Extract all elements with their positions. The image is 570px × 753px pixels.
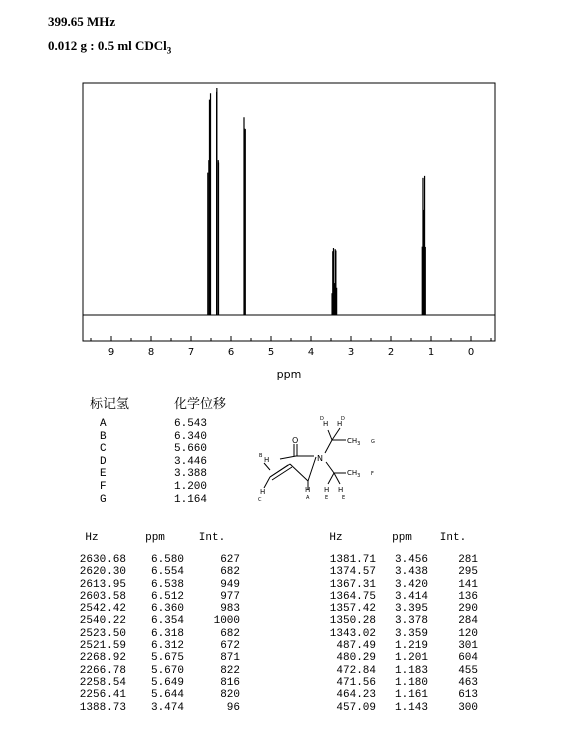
hz-cell: 1367.31 (329, 578, 376, 591)
peak-row (296, 615, 478, 627)
methyl-top (347, 437, 360, 447)
hz-cell: 2266.78 (79, 664, 126, 677)
ppm-cell: 6.312 (150, 640, 184, 653)
x-tick-label: 0 (467, 347, 475, 358)
peak-row (58, 702, 240, 714)
hz-cell: 2258.54 (79, 676, 126, 689)
assign-header-label: 标记氢 (90, 397, 130, 412)
ppm-cell: 6.318 (150, 627, 184, 640)
int-cell: 1000 (213, 615, 240, 628)
ppm-cell: 3.474 (150, 701, 184, 714)
ppm-cell: 5.644 (150, 689, 184, 702)
int-cell: 627 (220, 554, 240, 566)
peak-row (58, 615, 240, 627)
label-c: C (258, 497, 262, 503)
peak-row (296, 665, 478, 677)
x-tick-label: 9 (107, 347, 115, 358)
header-int: Int. (439, 532, 467, 544)
hz-cell: 487.49 (336, 640, 376, 653)
label-e1: E (325, 495, 329, 501)
hydrogen-label: D (100, 455, 107, 468)
peak-table-body-left (58, 554, 240, 714)
x-tick-label: 7 (187, 347, 195, 358)
assignment-row (100, 494, 207, 507)
int-cell: 613 (458, 689, 478, 702)
assignment-row (100, 481, 207, 494)
int-cell: 871 (220, 652, 240, 665)
int-cell: 290 (458, 603, 478, 616)
assignment-row (100, 468, 207, 481)
int-cell: 983 (220, 603, 240, 616)
hz-cell: 471.56 (336, 676, 376, 689)
hydrogen-shift: 3.388 (174, 468, 208, 481)
molecule-bonds (264, 428, 346, 490)
ppm-cell: 1.201 (394, 652, 428, 665)
peak-row (58, 652, 240, 664)
assignment-row (100, 443, 207, 456)
x-tick-label: 3 (347, 347, 355, 358)
x-tick-label: 4 (307, 347, 315, 358)
hz-cell: 2603.58 (79, 590, 126, 603)
peak-row (296, 689, 478, 701)
ppm-cell: 5.670 (150, 664, 184, 677)
label-b: B (259, 453, 263, 459)
assignment-row (100, 418, 207, 431)
peak-row (58, 579, 240, 591)
hz-cell: 2540.22 (79, 615, 126, 628)
int-cell: 295 (458, 566, 478, 579)
hz-cell: 2630.68 (79, 554, 126, 566)
hz-cell: 1388.73 (79, 701, 126, 714)
ppm-cell: 1.183 (394, 664, 428, 677)
hydrogen-d1: H (323, 420, 329, 428)
hydrogen-label: B (100, 430, 107, 443)
peak-row (296, 603, 478, 615)
hydrogen-shift: 3.446 (174, 455, 208, 468)
int-cell: 672 (220, 640, 240, 653)
assignment-list (100, 418, 207, 506)
ppm-cell: 5.675 (150, 652, 184, 665)
label-g: G (371, 439, 375, 445)
peak-row (58, 689, 240, 701)
int-cell: 455 (458, 664, 478, 677)
int-cell: 284 (458, 615, 478, 628)
ppm-cell: 1.180 (394, 676, 428, 689)
ppm-cell: 3.414 (394, 590, 428, 603)
hz-cell: 2268.92 (79, 652, 126, 665)
label-d2: D (341, 416, 345, 422)
molecule-structure (250, 410, 390, 510)
methyl-symbol: CH (347, 437, 358, 445)
ppm-cell: 3.438 (394, 566, 428, 579)
x-axis-ticks (91, 336, 491, 341)
int-cell: 949 (220, 578, 240, 591)
header-hz: Hz (329, 532, 343, 544)
hz-cell: 1357.42 (329, 603, 376, 616)
methyl-subscript: 3 (357, 441, 361, 447)
ppm-cell: 3.420 (394, 578, 428, 591)
int-cell: 820 (220, 689, 240, 702)
hz-cell: 1381.71 (329, 554, 376, 566)
hz-cell: 1364.75 (329, 590, 376, 603)
peak-table-left (58, 532, 240, 714)
peak-row (296, 591, 478, 603)
assignment-row (100, 456, 207, 469)
hydrogen-c: H (260, 488, 266, 496)
hydrogen-shift: 1.164 (174, 493, 208, 506)
sample-subscript: 3 (166, 45, 172, 56)
peak-row (58, 628, 240, 640)
hydrogen-shift: 6.543 (174, 418, 208, 430)
hydrogen-label: G (100, 493, 107, 506)
plot-frame (83, 83, 495, 341)
int-cell: 300 (458, 701, 478, 714)
int-cell: 682 (220, 627, 240, 640)
x-axis-tick-labels (108, 347, 474, 358)
int-cell: 96 (226, 701, 240, 714)
int-cell: 136 (458, 590, 478, 603)
methyl-subscript: 3 (357, 473, 361, 479)
peak-row (296, 628, 478, 640)
peak-row (58, 640, 240, 652)
ppm-cell: 6.554 (150, 566, 184, 579)
label-d1: D (320, 416, 324, 422)
methyl-symbol: CH (347, 469, 358, 477)
int-cell: 604 (458, 652, 478, 665)
x-tick-label: 2 (387, 347, 395, 358)
hydrogen-label: A (100, 418, 107, 430)
ppm-cell: 1.161 (394, 689, 428, 702)
hydrogen-shift: 6.340 (174, 430, 208, 443)
peak-table-right (296, 532, 478, 714)
hz-cell: 1350.28 (329, 615, 376, 628)
hz-cell: 1343.02 (329, 627, 376, 640)
assign-header-shift: 化学位移 (174, 397, 227, 412)
peak-table-header (296, 532, 478, 554)
x-tick-label: 6 (227, 347, 235, 358)
hydrogen-d2: H (337, 420, 343, 428)
methyl-bottom (347, 469, 360, 479)
spectrometer-frequency: 399.65 MHz (48, 14, 116, 29)
peak-row (296, 579, 478, 591)
peak-table-header (58, 532, 240, 554)
int-cell: 120 (458, 627, 478, 640)
hydrogen-e1: H (324, 486, 330, 494)
label-a: A (306, 495, 310, 501)
x-axis-label: ppm (276, 368, 302, 381)
hydrogen-a: H (305, 486, 311, 494)
peak-row (296, 640, 478, 652)
hydrogen-label: C (100, 443, 107, 456)
ppm-cell: 3.378 (394, 615, 428, 628)
hz-cell: 2523.50 (79, 627, 126, 640)
peak-row (58, 677, 240, 689)
hydrogen-shift: 1.200 (174, 480, 208, 493)
hz-cell: 480.29 (336, 652, 376, 665)
ppm-cell: 1.219 (394, 640, 428, 653)
peak-row (58, 665, 240, 677)
int-cell: 977 (220, 590, 240, 603)
ppm-cell: 6.580 (150, 554, 184, 566)
peak-row (58, 591, 240, 603)
header-hz: Hz (85, 532, 99, 544)
peak-row (58, 554, 240, 566)
hz-cell: 457.09 (336, 701, 376, 714)
ppm-cell: 6.512 (150, 590, 184, 603)
hydrogen-shift: 5.660 (174, 443, 208, 456)
ppm-cell: 5.649 (150, 676, 184, 689)
int-cell: 301 (458, 640, 478, 653)
peak-row (296, 554, 478, 566)
int-cell: 141 (458, 578, 478, 591)
peak-row (296, 677, 478, 689)
peak-row (296, 702, 478, 714)
hz-cell: 2542.42 (79, 603, 126, 616)
oxygen-atom: O (292, 436, 299, 445)
assignment-row (100, 431, 207, 444)
ppm-cell: 1.143 (394, 701, 428, 714)
hydrogen-label: F (100, 480, 107, 493)
hz-cell: 472.84 (336, 664, 376, 677)
hz-cell: 2613.95 (79, 578, 126, 591)
int-cell: 463 (458, 676, 478, 689)
ppm-cell: 6.354 (150, 615, 184, 628)
int-cell: 281 (458, 554, 478, 566)
peak-row (296, 566, 478, 578)
spectrum-peaks (208, 88, 425, 315)
hydrogen-e2: H (338, 486, 344, 494)
x-tick-label: 8 (147, 347, 155, 358)
x-tick-label: 1 (427, 347, 435, 358)
ppm-cell: 6.360 (150, 603, 184, 616)
header-int: Int. (198, 532, 226, 544)
sample-main: 0.012 g : 0.5 ml CDCl (48, 38, 167, 53)
hydrogen-label: E (100, 468, 107, 481)
hz-cell: 1374.57 (329, 566, 376, 579)
int-cell: 816 (220, 676, 240, 689)
peak-row (58, 603, 240, 615)
label-f: F (371, 471, 374, 477)
x-tick-label: 5 (267, 347, 275, 358)
hz-cell: 2256.41 (79, 689, 126, 702)
int-cell: 682 (220, 566, 240, 579)
peak-row (296, 652, 478, 664)
hz-cell: 2521.59 (79, 640, 126, 653)
hydrogen-b: H (264, 456, 270, 464)
header-ppm: ppm (145, 532, 165, 544)
int-cell: 822 (220, 664, 240, 677)
ppm-cell: 3.359 (394, 627, 428, 640)
label-e2: E (342, 495, 346, 501)
nitrogen-atom: N (317, 454, 323, 463)
header-ppm: ppm (392, 532, 412, 544)
hz-cell: 464.23 (336, 689, 376, 702)
ppm-cell: 6.538 (150, 578, 184, 591)
ppm-cell: 3.456 (394, 554, 428, 566)
peak-table-body-right (296, 554, 478, 714)
ppm-cell: 3.395 (394, 603, 428, 616)
peak-row (58, 566, 240, 578)
hz-cell: 2620.30 (79, 566, 126, 579)
